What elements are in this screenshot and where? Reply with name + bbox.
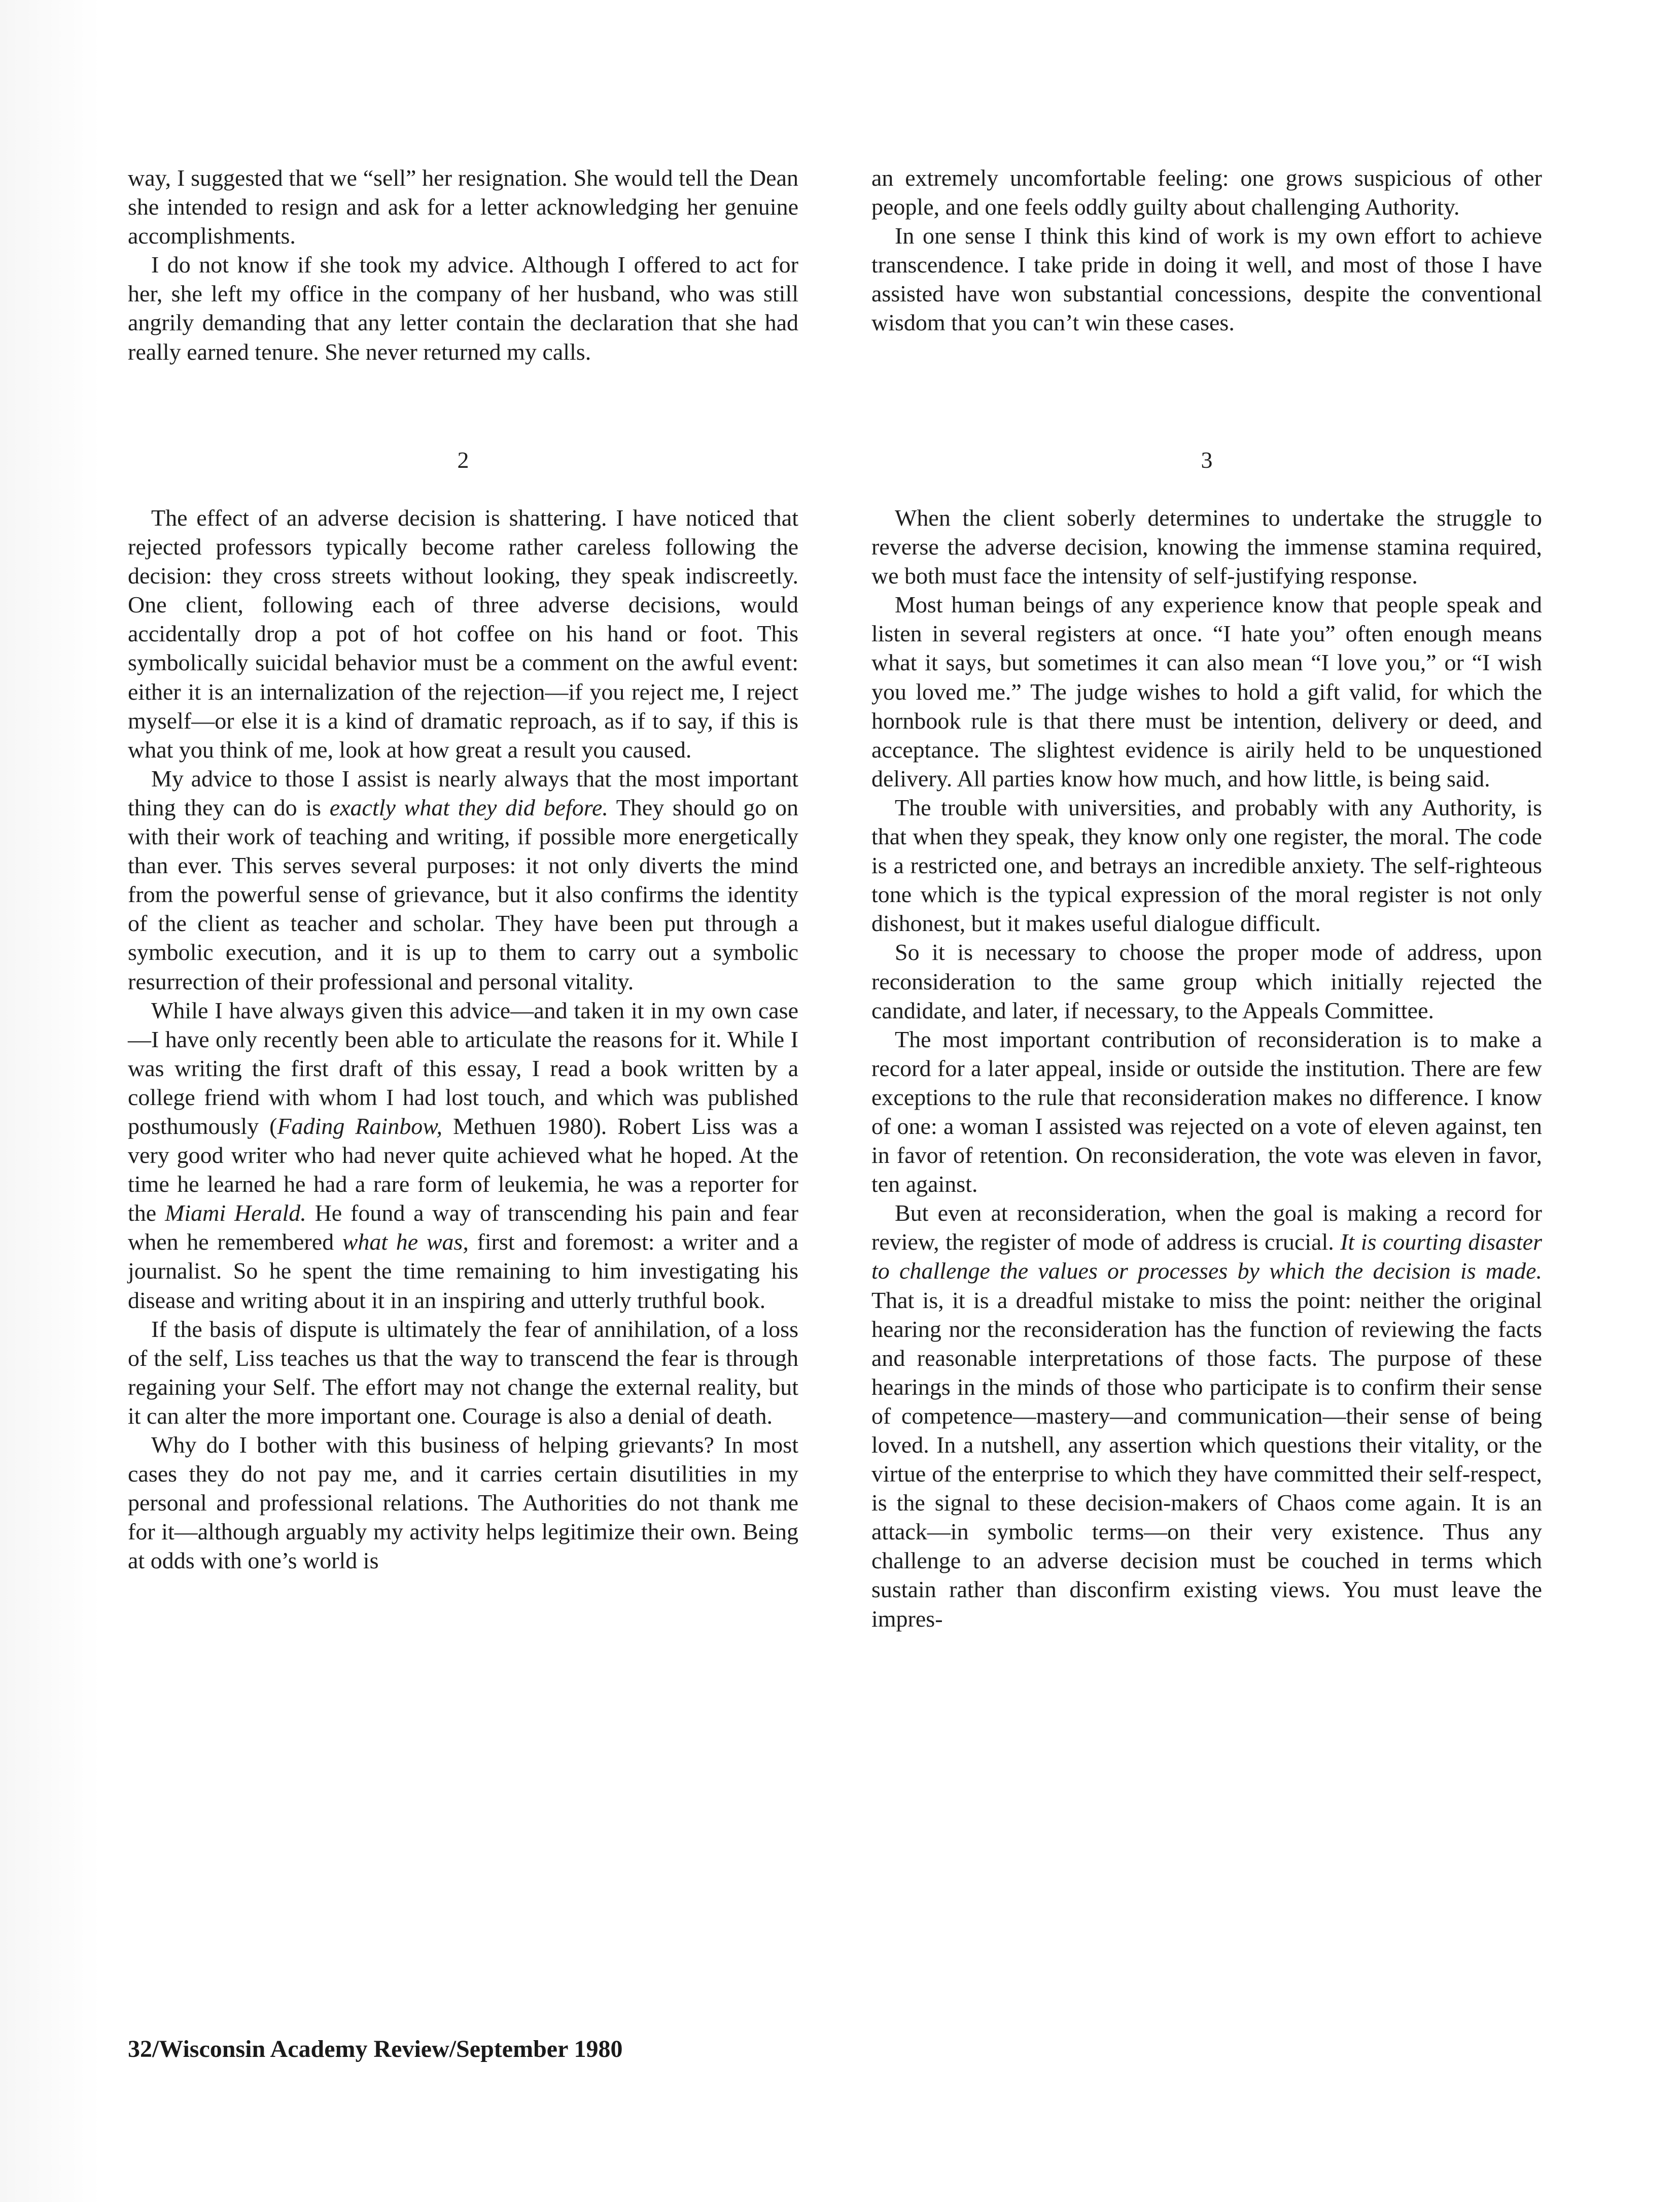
text-run: While I have always given this advice—and taken it in my own case—I have only recently been able to articulate the reasons for it. While I was writing the first draft of this essay, I read a book written by a college friend with whom I had lost touch, and which was published posthumously ( <box>128 997 798 1139</box>
text-run: That is, it is a dreadful mistake to miss the point: neither the original hearing nor the reconsideration has the function of reviewing the facts and reasonable interpretations of those facts. The purpose of these hearings in the minds of those who participate is to confirm their sense of competence—mastery—and communication—their sense of being loved. In a nutshell, any assertion which questions their vitality, or the virtue of the enterprise to which they have committed their self-respect, is the signal to these decision-makers of Chaos come again. It is an attack—in symbolic terms—on their very existence. Thus any challenge to an adverse decision must be couched in terms which sustain rather than disconfirm existing views. You must leave the impres- <box>871 1287 1542 1632</box>
left-body-section <box>128 503 798 1575</box>
section-number: 3 <box>1201 447 1213 473</box>
paragraph: Most human beings of any experience know that people speak and listen in several registers at once. “I hate you” often enough means what it says, but sometimes it can also mean “I love you,” or “I wish you loved me.” The judge wishes to hold a gift valid, for which the hornbook rule is that there must be intention, delivery or deed, and acceptance. The slightest evidence is airily held to be unquestioned delivery. All parties know how much, and how little, is being said. <box>871 592 1542 792</box>
text-run: My advice to those I assist is nearly always that the most important thing they can do is <box>128 765 798 820</box>
paragraph: The most important contribution of reconsideration is to make a record for a later appeal, inside or outside the institution. There are few exceptions to the rule that reconsideration makes no difference. I know of one: a woman I assisted was rejected on a vote of eleven against, ten in favor of retention. On reconsideration, the vote was eleven in favor, ten against. <box>871 1026 1542 1197</box>
page-footer: 32/Wisconsin Academy Review/September 1980 <box>128 2036 623 2062</box>
emphasized-text: what he was, <box>342 1229 469 1255</box>
emphasized-text: It is courting disaster to challenge the values or processes by which the decision is made. <box>871 1229 1542 1284</box>
paragraph: In one sense I think this kind of work is my own effort to achieve transcendence. I take pride in doing it well, and most of those I have assisted have won substantial concessions, despite the conventional wisdom that you can’t win these cases. <box>871 223 1542 336</box>
paragraph <box>871 1198 1542 1633</box>
emphasized-text: Fading Rainbow, <box>277 1113 442 1139</box>
left-top-section <box>128 163 798 366</box>
right-top-section <box>871 163 1542 337</box>
text-run: first and foremost: a writer and a journalist. So he spent the time remaining to him investigating his disease and writing about it in an inspiring and utterly truthful book. <box>128 1229 799 1313</box>
paragraph: The effect of an adverse decision is shattering. I have noticed that rejected professors typically become rather careless following the decision: they cross streets without looking, they speak indiscreetly. One client, following each of three adverse decisions, would accidentally drop a pot of hot coffee on his hand or foot. This symbolically suicidal behavior must be a comment on the awful event: either it is an internalization of the rejection—if you reject me, I reject myself—or else it is a kind of dramatic reproach, as if to say, if this is what you think of me, look at how great a result you caused. <box>128 505 798 763</box>
paragraph <box>128 996 798 1315</box>
text-run: They should go on with their work of teaching and writing, if possible more energetically than ever. This serves several purposes: it not only diverts the mind from the powerful sense of grievance, but it also confirms the identity of the client as teacher and scholar. They have been put through a symbolic execution, and it is up to them to carry out a symbolic resurrection of their professional and personal vitality. <box>128 794 798 994</box>
emphasized-text: Miami Herald. <box>165 1200 306 1226</box>
section-number: 2 <box>457 447 469 473</box>
text-run: He found a way of transcending his pain and fear when he remembered <box>128 1200 798 1255</box>
right-body-section <box>871 503 1542 1633</box>
paragraph <box>128 764 798 996</box>
paragraph: The trouble with universities, and probably with any Authority, is that when they speak, they know only one register, the moral. The code is a restricted one, and betrays an incredible anxiety. The self-righteous tone which is the typical expression of the moral register is not only dishonest, but it makes useful dialogue difficult. <box>871 794 1542 937</box>
paragraph: If the basis of dispute is ultimately the fear of annihilation, of a loss of the self, Liss teaches us that the way to transcend the fear is through regaining your Self. The effort may not change the external reality, but it can alter the more important one. Courage is also a denial of death. <box>128 1316 798 1429</box>
text-run: But even at reconsideration, when the goal is making a record for review, the register of mode of address is crucial. <box>871 1200 1542 1255</box>
paragraph: an extremely uncomfortable feeling: one grows suspicious of other people, and one feels oddly guilty about challenging Authority. <box>871 165 1542 220</box>
paragraph: way, I suggested that we “sell” her resignation. She would tell the Dean she intended to resign and ask for a letter acknowledging her genuine accomplishments. <box>128 165 798 249</box>
text-run: Methuen 1980). Robert Liss was a very good writer who had never quite achieved what he hoped. At the time he learned he had a rare form of leukemia, he was a reporter for the <box>128 1113 799 1226</box>
paragraph: When the client soberly determines to undertake the struggle to reverse the adverse decision, knowing the immense stamina required, we both must face the intensity of self-justifying response. <box>871 505 1542 589</box>
emphasized-text: exactly what they did before. <box>329 794 608 820</box>
paragraph: I do not know if she took my advice. Although I offered to act for her, she left my office in the company of her husband, who was still angrily demanding that any letter contain the declaration that she had really earned tenure. She never returned my calls. <box>128 252 798 365</box>
paragraph: So it is necessary to choose the proper mode of address, upon reconsideration to the same group which initially rejected the candidate, and later, if necessary, to the Appeals Committee. <box>871 939 1542 1023</box>
paragraph: Why do I bother with this business of helping grievants? In most cases they do not pay me, and it carries certain disutilities in my personal and professional relations. The Authorities do not thank me for it—although arguably my activity helps legitimize their own. Being at odds with one’s world is <box>128 1432 798 1574</box>
